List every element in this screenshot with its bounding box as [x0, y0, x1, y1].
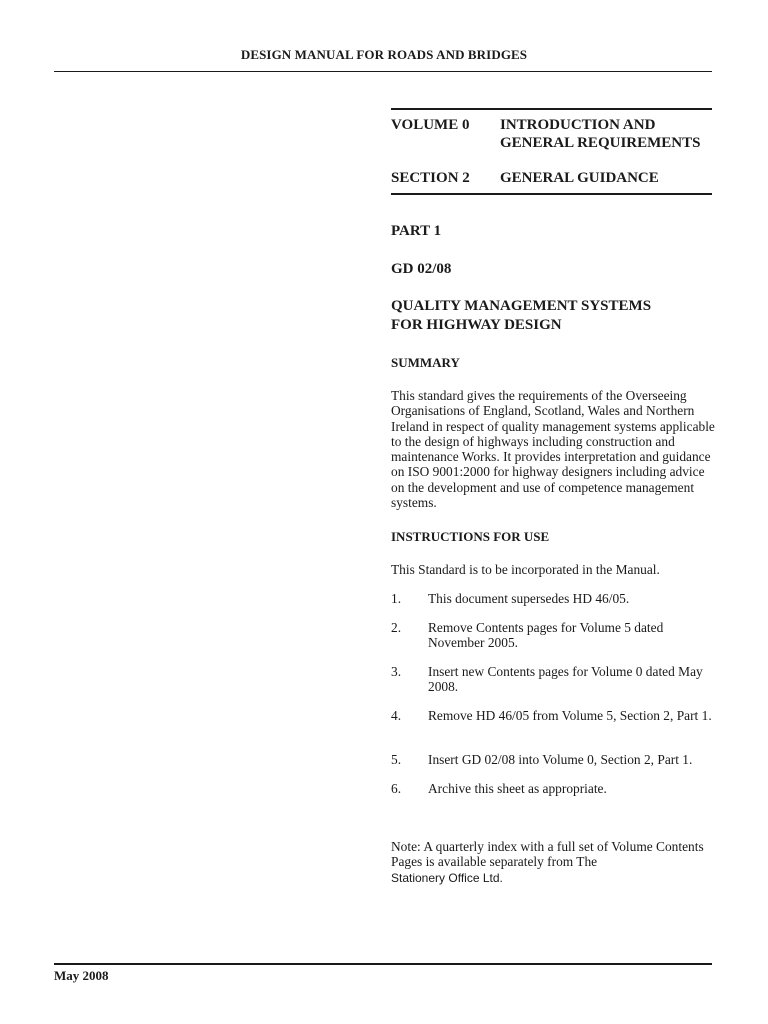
- list-item-number: 1.: [391, 591, 402, 606]
- availability-note: [391, 839, 716, 886]
- part-label: PART 1: [391, 223, 442, 239]
- document-code: GD 02/08: [391, 261, 452, 277]
- note-text: Note: A quarterly index with a full set of Volume Contents Pages is available separately from The: [391, 839, 704, 870]
- document-title-line2: FOR HIGHWAY DESIGN: [391, 317, 562, 333]
- manual-title: DESIGN MANUAL FOR ROADS AND BRIDGES: [240, 47, 528, 62]
- section-title: GENERAL GUIDANCE: [500, 170, 659, 186]
- list-item-text: This document supersedes HD 46/05.: [428, 591, 630, 606]
- list-item-text: Remove HD 46/05 from Volume 5, Section 2, Part 1.: [428, 708, 712, 723]
- document-title-line1: QUALITY MANAGEMENT SYSTEMS: [391, 298, 652, 314]
- list-item-number: 5.: [391, 752, 402, 767]
- list-item-text: Archive this sheet as appropriate.: [428, 781, 607, 796]
- list-item-text: Remove Contents pages for Volume 5 dated November 2005.: [428, 620, 664, 651]
- list-item-text: Insert GD 02/08 into Volume 0, Section 2, Part 1.: [428, 752, 693, 767]
- list-item-number: 4.: [391, 708, 402, 723]
- list-item-text: Insert new Contents pages for Volume 0 dated May 2008.: [428, 664, 703, 695]
- list-item-number: 6.: [391, 781, 402, 796]
- section-label: SECTION 2: [391, 170, 470, 186]
- note-publisher: Stationery Office Ltd.: [391, 870, 503, 885]
- volume-title: INTRODUCTION AND GENERAL REQUIREMENTS: [500, 117, 701, 151]
- volume-block-bottom-rule: [391, 193, 712, 195]
- volume-label: VOLUME 0: [391, 117, 470, 133]
- volume-block-top-rule: [391, 108, 712, 110]
- header-rule: [54, 71, 712, 72]
- summary-heading: SUMMARY: [391, 355, 460, 370]
- instructions-intro: This Standard is to be incorporated in the Manual.: [391, 562, 660, 577]
- summary-text: This standard gives the requirements of the Overseeing Organisations of England, Scotland, Wales and Northern Ireland in respect of quality management systems applicable to the design of highways including construction and maintenance Works. It provides interpretation and guidance on ISO 9001:2000 for highway designers including advice on the development and use of competence management systems.: [391, 388, 715, 511]
- list-item-number: 2.: [391, 620, 402, 635]
- instructions-heading: INSTRUCTIONS FOR USE: [391, 529, 550, 544]
- footer-rule: [54, 963, 712, 965]
- list-item-number: 3.: [391, 664, 402, 679]
- footer-date: May 2008: [54, 968, 109, 983]
